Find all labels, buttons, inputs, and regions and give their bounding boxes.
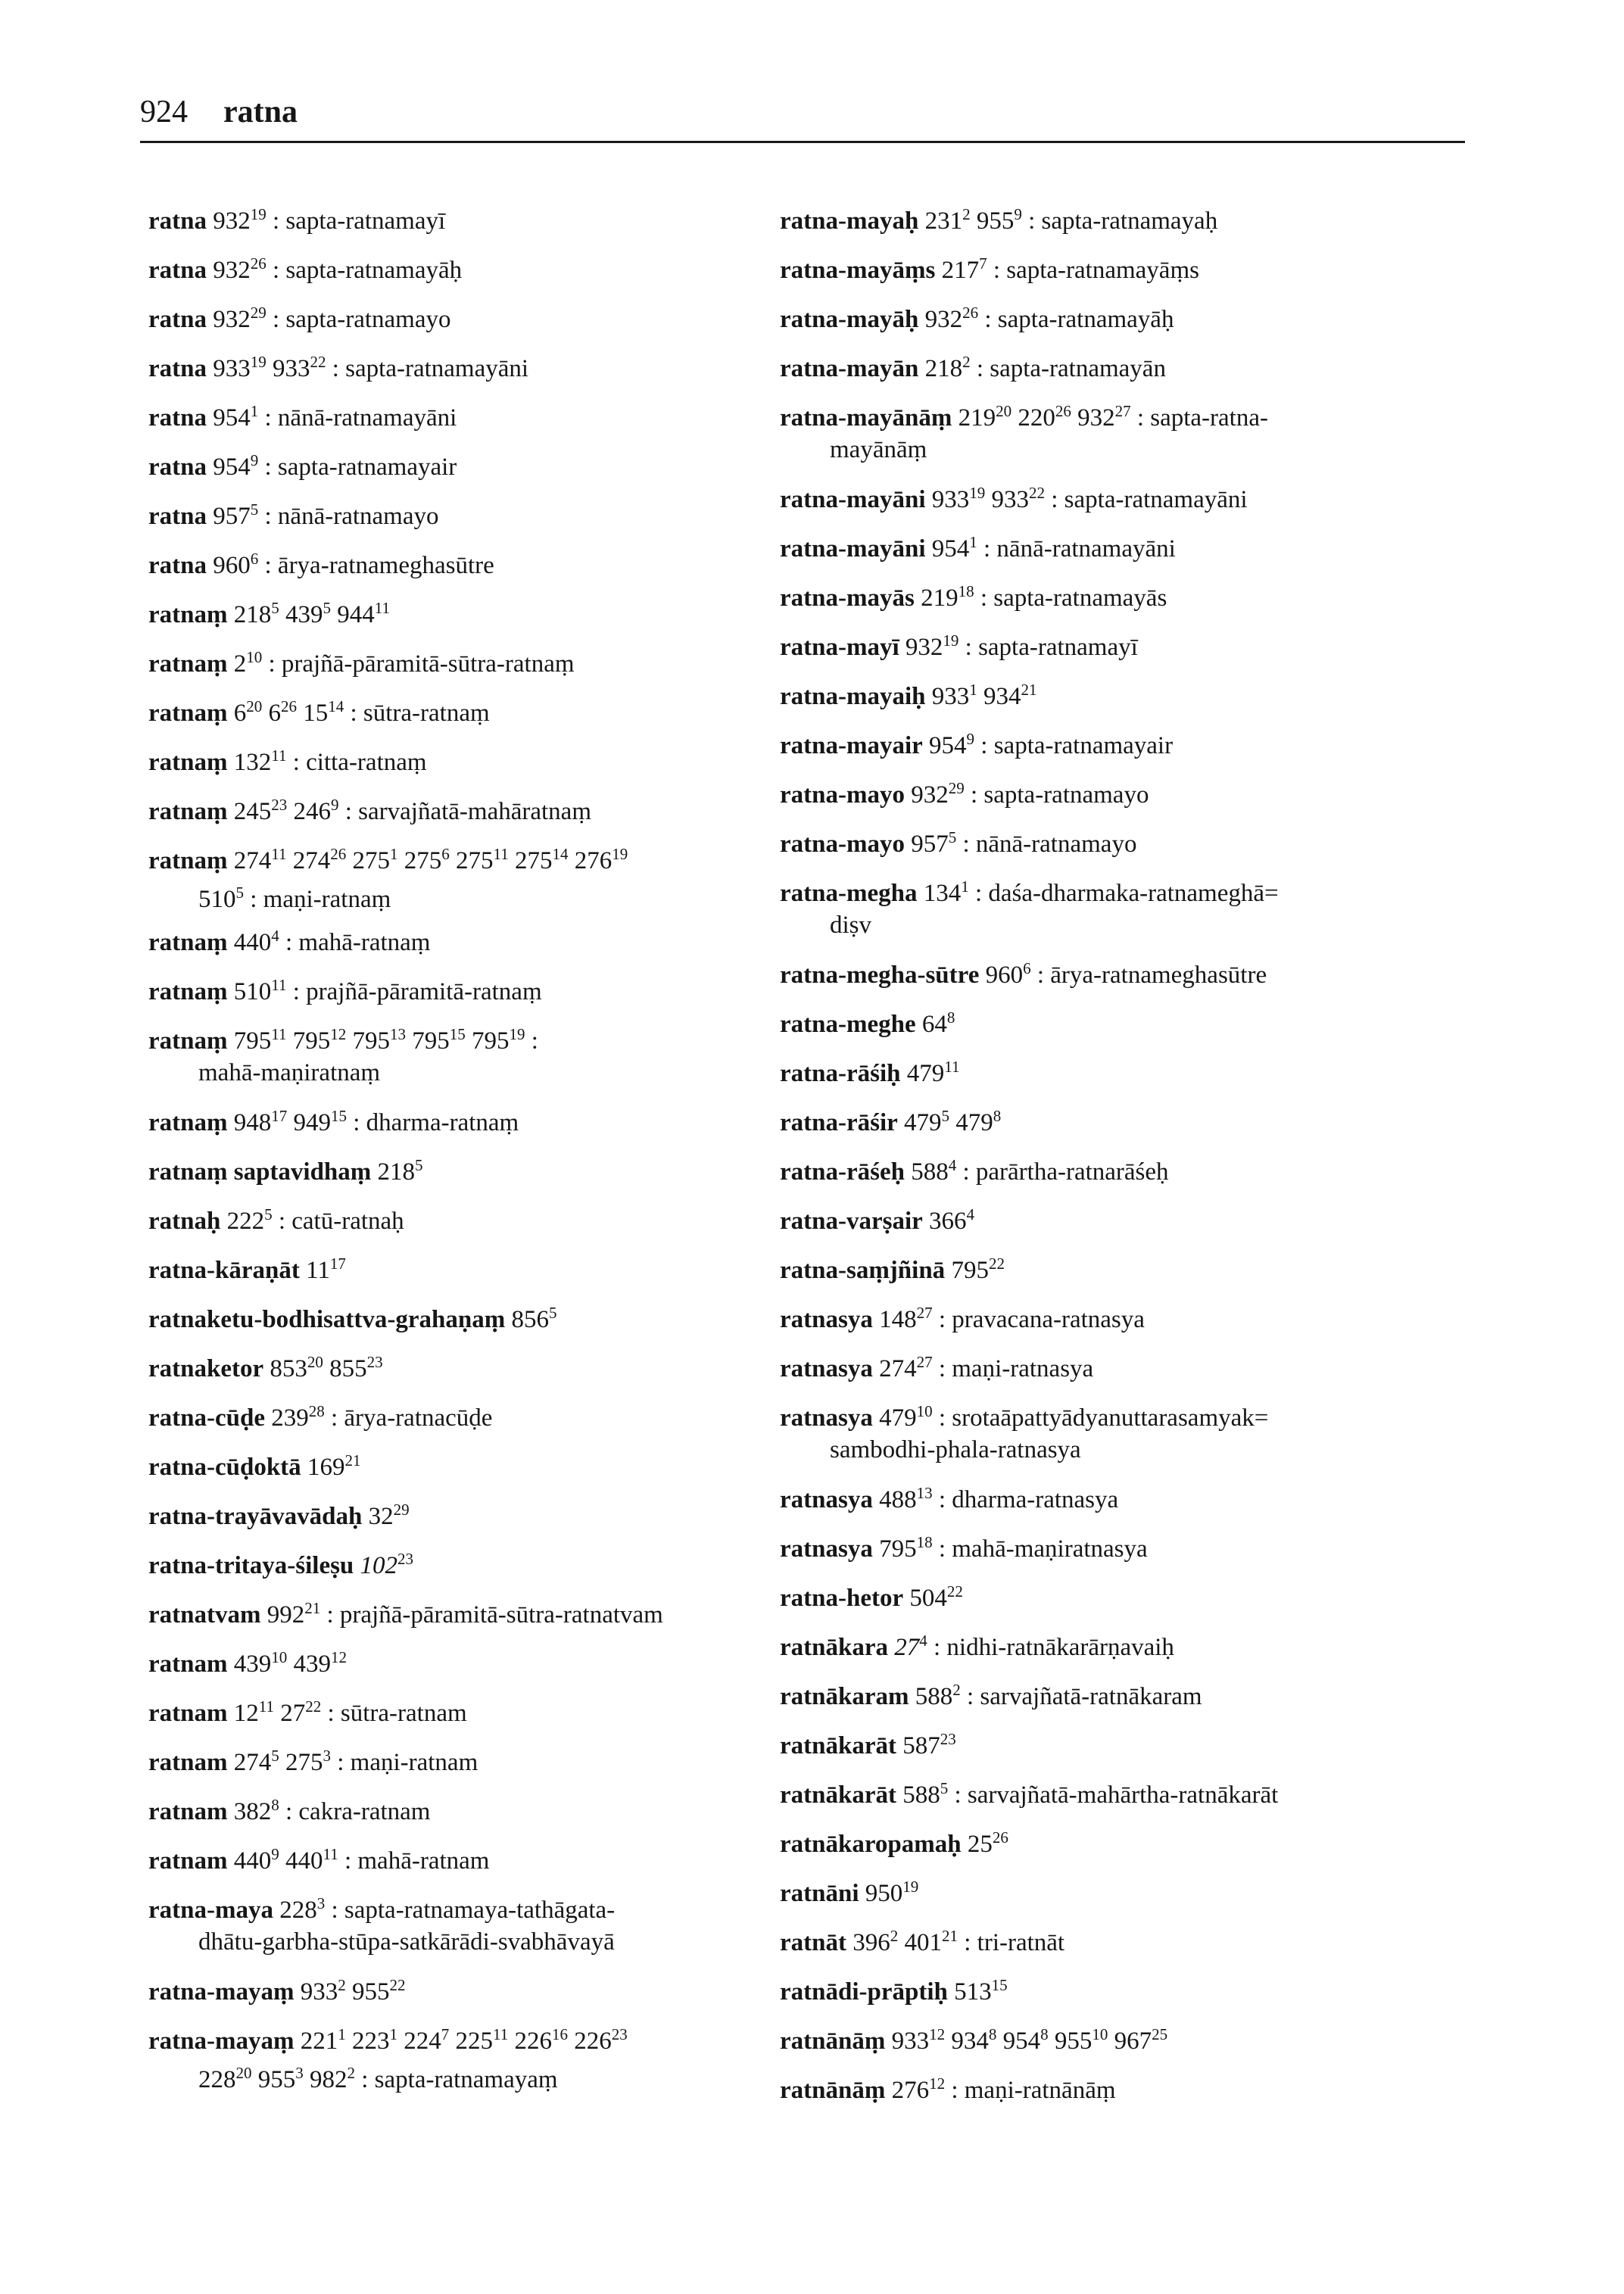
entry-page-refs: $932^{19}$	[213, 205, 267, 235]
entry-headword: ratnam	[148, 1749, 228, 1776]
entry-page-refs: $134^1$	[923, 877, 969, 907]
index-entry	[780, 674, 1446, 712]
entry-headword: ratna-saṃjñinā	[780, 1257, 946, 1284]
entry-headword: ratnaṃ	[148, 601, 228, 628]
index-entry: ratnam $382^8$ : cakra-ratnam	[148, 1796, 431, 1825]
entry-page-refs: $222^5$	[226, 1205, 273, 1235]
entry-page-refs: $12^{11}$ $27^{22}$	[233, 1697, 322, 1727]
entry-gloss: sapta-ratnamayī	[285, 207, 446, 235]
entry-gloss: sapta-ratnamayaḥ	[1041, 207, 1218, 235]
index-entry	[148, 592, 800, 631]
entry-page-refs: $276^{12}$	[891, 2074, 946, 2104]
entry-gloss: nānā-ratnamayo	[975, 831, 1137, 858]
index-entry: ratnaṃ $948^{17}$ $949^{15}$ : dharma-ratnaṃ	[148, 1107, 519, 1136]
index-entry: ratnasya $488^{13}$ : dharma-ratnasya	[780, 1484, 1119, 1513]
entry-continuation: dhātu-garbha-stūpa-satkārādi-svabhāvayā	[198, 1928, 615, 1956]
entry-page-refs: $440^4$	[233, 927, 279, 956]
entry-gloss: sapta-ratnamayo	[285, 306, 451, 333]
entry-gloss: nānā-ratnamayo	[277, 503, 439, 530]
entry-headword: ratnāt	[780, 1929, 846, 1956]
entry-page-refs: $960^6$	[985, 959, 1031, 989]
entry-page-refs: $479^5$ $479^8$	[904, 1107, 1002, 1136]
entry-page-refs: $933^{19}$ $933^{22}$	[931, 484, 1045, 513]
entry-gloss: daśa-dharmaka-ratnameghā=	[988, 880, 1279, 907]
entry-page-refs: $148^{27}$	[879, 1304, 933, 1333]
entry-gloss: mahā-ratnam	[357, 1847, 490, 1875]
entry-gloss: prajñā-pāramitā-ratnaṃ	[306, 978, 542, 1005]
entry-page-refs: $245^{23}$ $246^9$	[233, 796, 339, 825]
entry-headword: ratna	[148, 503, 207, 530]
index-entry: ratna $932^{26}$ : sapta-ratnamayāḥ	[148, 254, 463, 284]
index-entry: ratna-maya $228^3$ : sapta-ratnamaya-tathāgata- dhātu-garbha-stūpa-satkārādi-svabhāvayā	[148, 1887, 800, 1958]
index-entry: ratna-mayair $954^9$ : sapta-ratnamayair	[780, 730, 1174, 759]
entry-page-refs: $932^{19}$	[905, 631, 959, 661]
entry-headword: ratna-rāśir	[780, 1109, 898, 1136]
index-entry	[148, 1641, 800, 1680]
entry-page-refs: $932^{29}$	[213, 304, 267, 333]
entry-headword: ratnasya	[780, 1535, 873, 1563]
index-entry	[780, 1822, 1446, 1860]
entry-gloss: sūtra-ratnam	[340, 1700, 467, 1727]
entry-gloss: citta-ratnaṃ	[306, 749, 427, 776]
index-entry: ratna-mayānāṃ $219^{20}$ $220^{26}$ $932^{27}$ : sapta-ratna- mayānāṃ	[780, 395, 1446, 466]
entry-headword: ratna-mayāḥ	[780, 306, 919, 333]
entry-headword: ratna	[148, 404, 207, 432]
entry-gloss: sarvajñatā-mahārtha-ratnākarāt	[967, 1781, 1279, 1809]
entry-gloss: nidhi-ratnākarārṇavaiḥ	[946, 1634, 1174, 1661]
entry-gloss: prajñā-pāramitā-sūtra-ratnaṃ	[281, 650, 575, 678]
entry-page-refs: $218^2$	[924, 353, 971, 382]
entry-page-refs: $510^{11}$	[233, 976, 287, 1005]
entry-headword: ratnasya	[780, 1355, 873, 1382]
index-entry: ratnaṃ $132^{11}$ : citta-ratnaṃ	[148, 746, 427, 776]
entry-page-refs: $396^2$ $401^{21}$	[853, 1927, 958, 1956]
entry-page-refs: $132^{11}$	[233, 746, 287, 776]
entry-headword: ratnaṃ	[148, 978, 228, 1005]
entry-page-refs: $933^1$ $934^{21}$	[931, 681, 1037, 710]
index-entry: ratnam $274^5$ $275^3$ : maṇi-ratnam	[148, 1747, 478, 1776]
entry-headword: ratna-mayo	[780, 831, 905, 858]
index-entry: ratnaṃ $2^{10}$ : prajñā-pāramitā-sūtra-ratnaṃ	[148, 648, 575, 678]
entry-headword: ratna-tritaya-śileṣu	[148, 1552, 354, 1579]
index-entry: ratna-rāśeḥ $588^4$ : parārtha-ratnarāśeḥ	[780, 1156, 1169, 1186]
index-entry: ratnasya $274^{27}$ : maṇi-ratnasya	[780, 1353, 1094, 1382]
entry-headword: ratna-meghe	[780, 1011, 916, 1038]
entry-headword: ratnākara	[780, 1634, 888, 1661]
index-entry: ratna-megha-sūtre $960^6$ : ārya-ratnameghasūtre	[780, 959, 1267, 989]
entry-headword: ratnatvam	[148, 1601, 261, 1629]
entry-headword: ratna-mayo	[780, 781, 905, 809]
index-entry: ratnaṃ $245^{23}$ $246^9$ : sarvajñatā-mahāratnaṃ	[148, 796, 591, 825]
index-entry	[780, 1002, 1446, 1040]
entry-headword: ratnam	[148, 1847, 228, 1875]
entry-headword: ratna-rāśeḥ	[780, 1158, 905, 1186]
entry-gloss: ārya-ratnameghasūtre	[1050, 962, 1267, 989]
entry-gloss: srotaāpattyādyanuttarasamyak=	[952, 1404, 1269, 1432]
entry-headword: ratna-varṣair	[780, 1208, 923, 1235]
entry-headword: ratna-mayaḥ	[780, 207, 919, 235]
entry-gloss: mahā-maṇiratnasya	[952, 1535, 1148, 1563]
index-entry	[780, 1576, 1446, 1614]
entry-gloss: dharma-ratnasya	[952, 1486, 1119, 1513]
index-entry	[780, 1723, 1446, 1762]
index-entry: ratna $960^6$ : ārya-ratnameghasūtre	[148, 550, 494, 579]
index-entry: ratna-mayāḥ $932^{26}$ : sapta-ratnamayāḥ	[780, 304, 1174, 333]
index-entry: ratna-megha $134^1$ : daśa-dharmaka-ratnameghā= diṣv	[780, 871, 1446, 941]
entry-gloss: sapta-ratnamayās	[993, 584, 1167, 612]
entry-page-refs: $954^9$	[929, 730, 975, 759]
entry-gloss: catū-ratnaḥ	[291, 1208, 404, 1235]
entry-headword: ratna-maya	[148, 1897, 273, 1924]
index-entry: ratnam $440^9$ $440^{11}$ : mahā-ratnam	[148, 1845, 490, 1875]
entry-page-refs: $588^5$	[902, 1779, 949, 1809]
entry-gloss: sapta-ratnamayī	[978, 634, 1138, 661]
index-entry	[780, 1248, 1446, 1286]
entry-headword: ratna	[148, 306, 207, 333]
entry-page-refs: $169^{21}$	[307, 1451, 361, 1481]
entry-gloss: sapta-ratnamayair	[277, 454, 457, 481]
index-entry	[780, 1198, 1446, 1237]
entry-headword: ratnānāṃ	[780, 2028, 886, 2055]
entry-page-refs: $933^2$ $955^{22}$	[300, 1976, 406, 2006]
entry-page-refs: $27^4$	[894, 1632, 927, 1661]
entry-page-refs: $221^1$ $223^1$ $224^7$ $225^{11}$ $226^{16}$ $226^{23}$	[300, 2025, 628, 2055]
entry-gloss: sapta-ratna-	[1150, 404, 1268, 432]
entry-headword: ratnam	[148, 1650, 228, 1678]
index-entry: ratnākarāt $588^5$ : sarvajñatā-mahārtha-ratnākarāt	[780, 1779, 1279, 1809]
entry-gloss: parārtha-ratnarāśeḥ	[975, 1158, 1169, 1186]
index-entry: ratna-mayāni $933^{19}$ $933^{22}$ : sapta-ratnamayāni	[780, 484, 1248, 513]
entry-page-refs: $856^5$	[511, 1304, 557, 1333]
index-entry	[148, 1494, 800, 1532]
entry-page-refs: $488^{13}$	[879, 1484, 933, 1513]
entry-gloss: sapta-ratnamaya-tathāgata-	[344, 1897, 616, 1924]
index-entry	[780, 1051, 1446, 1089]
entry-page-refs: $239^{28}$	[271, 1402, 325, 1432]
entry-headword: ratnāni	[780, 1880, 859, 1907]
entry-headword: ratnākarāt	[780, 1732, 896, 1759]
entry-gloss: sapta-ratnamayāḥ	[285, 257, 463, 284]
index-entry: ratna-mayī $932^{19}$ : sapta-ratnamayī	[780, 631, 1138, 661]
entry-page-refs: $957^5$	[213, 500, 259, 530]
entry-headword: ratna-mayaṃ	[148, 1978, 295, 2006]
entry-headword: ratna-mayāṃs	[780, 257, 936, 284]
entry-gloss: sapta-ratnamayair	[993, 732, 1174, 759]
entry-headword: ratna-kāraṇāt	[148, 1257, 300, 1284]
entry-headword: ratna	[148, 257, 207, 284]
entry-headword: ratna-mayaiḥ	[780, 683, 926, 710]
entry-page-refs: $439^{10}$ $439^{12}$	[233, 1648, 347, 1678]
entry-gloss: tri-ratnāt	[977, 1929, 1065, 1956]
entry-page-refs: $6^{20}$ $6^{26}$ $15^{14}$	[233, 697, 344, 727]
entry-page-refs: $795^{18}$	[879, 1533, 933, 1563]
index-entry	[148, 2018, 800, 2096]
index-entry: ratna-mayo $932^{29}$ : sapta-ratnamayo	[780, 779, 1149, 809]
index-entry	[148, 1149, 800, 1188]
entry-gloss: sapta-ratnamayāni	[1064, 486, 1248, 513]
entry-page-refs: $217^7$	[941, 254, 987, 284]
index-entry	[780, 1871, 1446, 1909]
entry-page-refs: $231^2$ $955^9$	[924, 205, 1022, 235]
index-entry: ratnākaram $588^2$ : sarvajñatā-ratnākaram	[780, 1681, 1202, 1710]
entry-gloss: maṇi-ratnasya	[952, 1355, 1094, 1382]
entry-continuation: sambodhi-phala-ratnasya	[830, 1436, 1081, 1463]
index-entry	[148, 838, 800, 915]
index-entry: ratna $932^{19}$ : sapta-ratnamayī	[148, 205, 446, 235]
entry-page-refs: $960^6$	[213, 550, 259, 579]
entry-page-refs: $219^{18}$	[921, 582, 974, 612]
entry-page-refs: $932^{26}$	[924, 304, 979, 333]
index-entry: ratnam $12^{11}$ $27^{22}$ : sūtra-ratnam	[148, 1697, 467, 1727]
entry-headword: ratna	[148, 355, 207, 382]
index-entry: ratna $932^{29}$ : sapta-ratnamayo	[148, 304, 451, 333]
entry-headword: ratnam	[148, 1798, 228, 1825]
entry-page-refs: $795^{22}$	[951, 1255, 1005, 1284]
index-entry: ratnākara $27^4$ : nidhi-ratnākarārṇavaiḥ	[780, 1632, 1174, 1661]
entry-page-refs: $504^{22}$	[909, 1582, 963, 1612]
entry-headword: ratna	[148, 552, 207, 579]
entry-page-refs: $933^{12}$ $934^8$ $954^8$ $955^{10}$ $967^{25}$	[891, 2025, 1168, 2055]
entry-page-refs: $933^{19}$ $933^{22}$	[213, 353, 326, 382]
entry-headword: ratna-cūḍe	[148, 1404, 265, 1432]
entry-page-refs: $64^8$	[921, 1008, 955, 1038]
index-entry: ratna $954^1$ : nānā-ratnamayāni	[148, 402, 457, 432]
index-entry: ratnaṃ $510^{11}$ : prajñā-pāramitā-ratnaṃ	[148, 976, 542, 1005]
entry-headword: ratnaḥ	[148, 1208, 221, 1235]
entry-headword: ratna-rāśiḥ	[780, 1060, 901, 1087]
index-entry: ratna-mayāṃs $217^7$ : sapta-ratnamayāṃs	[780, 254, 1199, 284]
entry-page-refs: $948^{17}$ $949^{15}$	[233, 1107, 347, 1136]
index-entry: ratna $957^5$ : nānā-ratnamayo	[148, 500, 439, 530]
entry-headword: ratnaṃ	[148, 929, 228, 956]
entry-headword: ratna-mayī	[780, 634, 899, 661]
index-entry: ratnasya $479^{10}$ : srotaāpattyādyanuttarasamyak= sambodhi-phala-ratnasya	[780, 1395, 1446, 1466]
entry-page-refs: $992^{21}$	[267, 1599, 321, 1629]
entry-gloss: pravacana-ratnasya	[952, 1306, 1145, 1333]
entry-headword: ratna-mayāni	[780, 486, 926, 513]
index-entry: ratna $933^{19}$ $933^{22}$ : sapta-ratnamayāni	[148, 353, 529, 382]
index-entry	[148, 1346, 800, 1385]
entry-gloss: sūtra-ratnaṃ	[363, 700, 490, 727]
entry-headword: ratna-mayair	[780, 732, 923, 759]
entry-gloss: sapta-ratnamayāṃs	[1006, 257, 1199, 284]
entry-gloss: maṇi-ratnam	[350, 1749, 478, 1776]
entry-page-refs: $218^5$	[377, 1156, 423, 1186]
entry-headword: ratna-mayānāṃ	[780, 404, 952, 432]
index-entry	[148, 1445, 800, 1483]
entry-gloss: sarvajñatā-mahāratnaṃ	[358, 798, 591, 825]
entry-headword: ratnākaram	[780, 1683, 909, 1710]
entry-headword: ratnānāṃ	[780, 2077, 886, 2104]
entry-headword: ratnaṃ	[148, 847, 228, 874]
entry-gloss: prajñā-pāramitā-sūtra-ratnatvam	[339, 1601, 663, 1629]
running-head: ratna	[223, 95, 298, 129]
entry-page-refs: $274^{27}$	[879, 1353, 933, 1382]
entry-headword: ratnasya	[780, 1404, 873, 1432]
entry-continuation: diṣv	[830, 912, 872, 939]
entry-headword: ratna	[148, 207, 207, 235]
entry-page-refs: $853^{20}$ $855^{23}$	[270, 1353, 383, 1382]
entry-headword: ratna-mayān	[780, 355, 919, 382]
page-number: 924	[140, 95, 188, 129]
entry-headword: ratnākaropamaḥ	[780, 1831, 962, 1858]
index-entry: ratna-cūḍe $239^{28}$ : ārya-ratnacūḍe	[148, 1402, 493, 1432]
entry-headword: ratna-mayās	[780, 584, 915, 612]
index-entry	[148, 1018, 800, 1089]
index-entry: ratnāt $396^2$ $401^{21}$ : tri-ratnāt	[780, 1927, 1065, 1956]
index-entry: ratnaṃ $6^{20}$ $6^{26}$ $15^{14}$ : sūtra-ratnaṃ	[148, 697, 490, 727]
entry-page-refs: $366^4$	[929, 1205, 975, 1235]
index-entry: ratna $954^9$ : sapta-ratnamayair	[148, 451, 457, 481]
entry-page-refs: $954^1$	[213, 402, 259, 432]
entry-page-refs: $228^3$	[279, 1894, 326, 1924]
entry-gloss: sapta-ratnamayān	[990, 355, 1166, 382]
entry-gloss: sapta-ratnamayāḥ	[997, 306, 1174, 333]
entry-headword: ratna-mayāni	[780, 535, 926, 563]
entry-headword: ratnasya	[780, 1486, 873, 1513]
index-entry	[148, 1248, 800, 1286]
entry-page-refs: $274^{11}$ $274^{26}$ $275^1$ $275^6$ $275^{11}$ $275^{14}$ $276^{19}$	[233, 845, 628, 874]
index-entry: ratna-mayān $218^2$ : sapta-ratnamayān	[780, 353, 1166, 382]
entry-page-refs: $274^5$ $275^3$	[233, 1747, 331, 1776]
index-entry: ratna-mayāni $954^1$ : nānā-ratnamayāni	[780, 533, 1176, 563]
entry-gloss: nānā-ratnamayāni	[996, 535, 1176, 563]
index-entry: ratna-mayās $219^{18}$ : sapta-ratnamayās	[780, 582, 1167, 612]
entry-page-refs: $957^5$	[911, 828, 957, 858]
index-entry	[780, 1969, 1446, 2008]
entry-headword: ratna	[148, 454, 207, 481]
entry-continuation: $228^{20}$ $955^3$ $982^2$ : sapta-ratnamayaṃ	[198, 2064, 558, 2093]
entry-page-refs: $218^5$ $439^5$ $944^{11}$	[233, 599, 390, 628]
index-entry: ratnatvam $992^{21}$ : prajñā-pāramitā-sūtra-ratnatvam	[148, 1599, 663, 1629]
page-header	[140, 94, 1465, 139]
entry-page-refs: $382^8$	[233, 1796, 279, 1825]
entry-gloss: sarvajñatā-ratnākaram	[980, 1683, 1202, 1710]
entry-gloss: sapta-ratnamayo	[983, 781, 1149, 809]
entry-continuation: mahā-maṇiratnaṃ	[198, 1059, 381, 1086]
index-entry	[148, 1543, 800, 1582]
entry-gloss: mahā-ratnaṃ	[298, 929, 431, 956]
entry-page-refs: $219^{20}$ $220^{26}$ $932^{27}$	[958, 402, 1131, 432]
entry-headword: ratna-hetor	[780, 1585, 904, 1612]
entry-page-refs: $587^{23}$	[902, 1730, 956, 1759]
entry-continuation: mayānāṃ	[830, 436, 927, 463]
index-entry	[780, 2018, 1446, 2057]
entry-headword: ratnaṃ	[148, 650, 228, 678]
index-entry: ratnasya $148^{27}$ : pravacana-ratnasya	[780, 1304, 1145, 1333]
entry-page-refs: $440^9$ $440^{11}$	[233, 1845, 338, 1875]
entry-headword: ratna-megha-sūtre	[780, 962, 980, 989]
entry-headword: ratnākarāt	[780, 1781, 896, 1809]
entry-page-refs: $479^{10}$	[879, 1402, 933, 1432]
entry-headword: ratnādi-prāptiḥ	[780, 1978, 948, 2006]
entry-headword: ratnaketu-bodhisattva-grahaṇaṃ	[148, 1306, 506, 1333]
entry-page-refs: $932^{26}$	[213, 254, 267, 284]
entry-page-refs: $588^4$	[911, 1156, 957, 1186]
entry-gloss: dharma-ratnaṃ	[366, 1109, 519, 1136]
entry-headword: ratnaṃ	[148, 749, 228, 776]
entry-page-refs: $795^{11}$ $795^{12}$ $795^{13}$ $795^{15}$ $795^{19}$ :	[233, 1025, 538, 1055]
entry-headword: ratnaṃ	[148, 798, 228, 825]
entry-page-refs: $25^{26}$	[967, 1828, 1008, 1858]
entry-gloss: maṇi-ratnānāṃ	[964, 2077, 1116, 2104]
entry-gloss: ārya-ratnameghasūtre	[277, 552, 494, 579]
header-rule	[140, 141, 1465, 143]
index-entry	[148, 1297, 800, 1336]
index-entry	[780, 1100, 1446, 1139]
entry-headword: ratnaketor	[148, 1355, 264, 1382]
entry-headword: ratna-megha	[780, 880, 918, 907]
index-entry: ratnaḥ $222^5$ : catū-ratnaḥ	[148, 1205, 404, 1235]
entry-gloss: nānā-ratnamayāni	[277, 404, 457, 432]
entry-gloss: ārya-ratnacūḍe	[344, 1404, 493, 1432]
entry-headword: ratnaṃ saptavidhaṃ	[148, 1158, 372, 1186]
index-entry: ratnānāṃ $276^{12}$ : maṇi-ratnānāṃ	[780, 2074, 1116, 2104]
entry-headword: ratna-mayaṃ	[148, 2028, 295, 2055]
entry-gloss: sapta-ratnamayāni	[345, 355, 529, 382]
entry-page-refs: $954^9$	[213, 451, 259, 481]
entry-page-refs: $950^{19}$	[865, 1878, 919, 1907]
entry-page-refs: $11^{17}$	[306, 1255, 346, 1284]
entry-headword: ratnasya	[780, 1306, 873, 1333]
entry-page-refs: $932^{29}$	[911, 779, 965, 809]
index-entry: ratnaṃ $440^4$ : mahā-ratnaṃ	[148, 927, 431, 956]
index-entry: ratnasya $795^{18}$ : mahā-maṇiratnasya	[780, 1533, 1148, 1563]
entry-page-refs: $954^1$	[931, 533, 977, 563]
index-entry	[148, 1969, 800, 2008]
entry-gloss: cakra-ratnam	[298, 1798, 431, 1825]
entry-headword: ratnaṃ	[148, 1027, 228, 1055]
entry-page-refs: $102^{23}$	[360, 1550, 414, 1579]
entry-headword: ratnam	[148, 1700, 228, 1727]
entry-page-refs: $32^{29}$	[368, 1501, 410, 1530]
entry-page-refs: $479^{11}$	[906, 1058, 960, 1087]
entry-page-refs: $513^{15}$	[954, 1976, 1008, 2006]
index-entry: ratna-mayo $957^5$ : nānā-ratnamayo	[780, 828, 1137, 858]
entry-headword: ratna-cūḍoktā	[148, 1454, 301, 1481]
index-entry: ratna-mayaḥ $231^2$ $955^9$ : sapta-ratnamayaḥ	[780, 205, 1218, 235]
entry-headword: ratna-trayāvavādaḥ	[148, 1503, 363, 1530]
entry-headword: ratnaṃ	[148, 700, 228, 727]
entry-continuation: $510^5$ : maṇi-ratnaṃ	[198, 884, 391, 913]
entry-headword: ratnaṃ	[148, 1109, 228, 1136]
entry-page-refs: $588^2$	[915, 1681, 961, 1710]
entry-page-refs: $2^{10}$	[233, 648, 263, 678]
